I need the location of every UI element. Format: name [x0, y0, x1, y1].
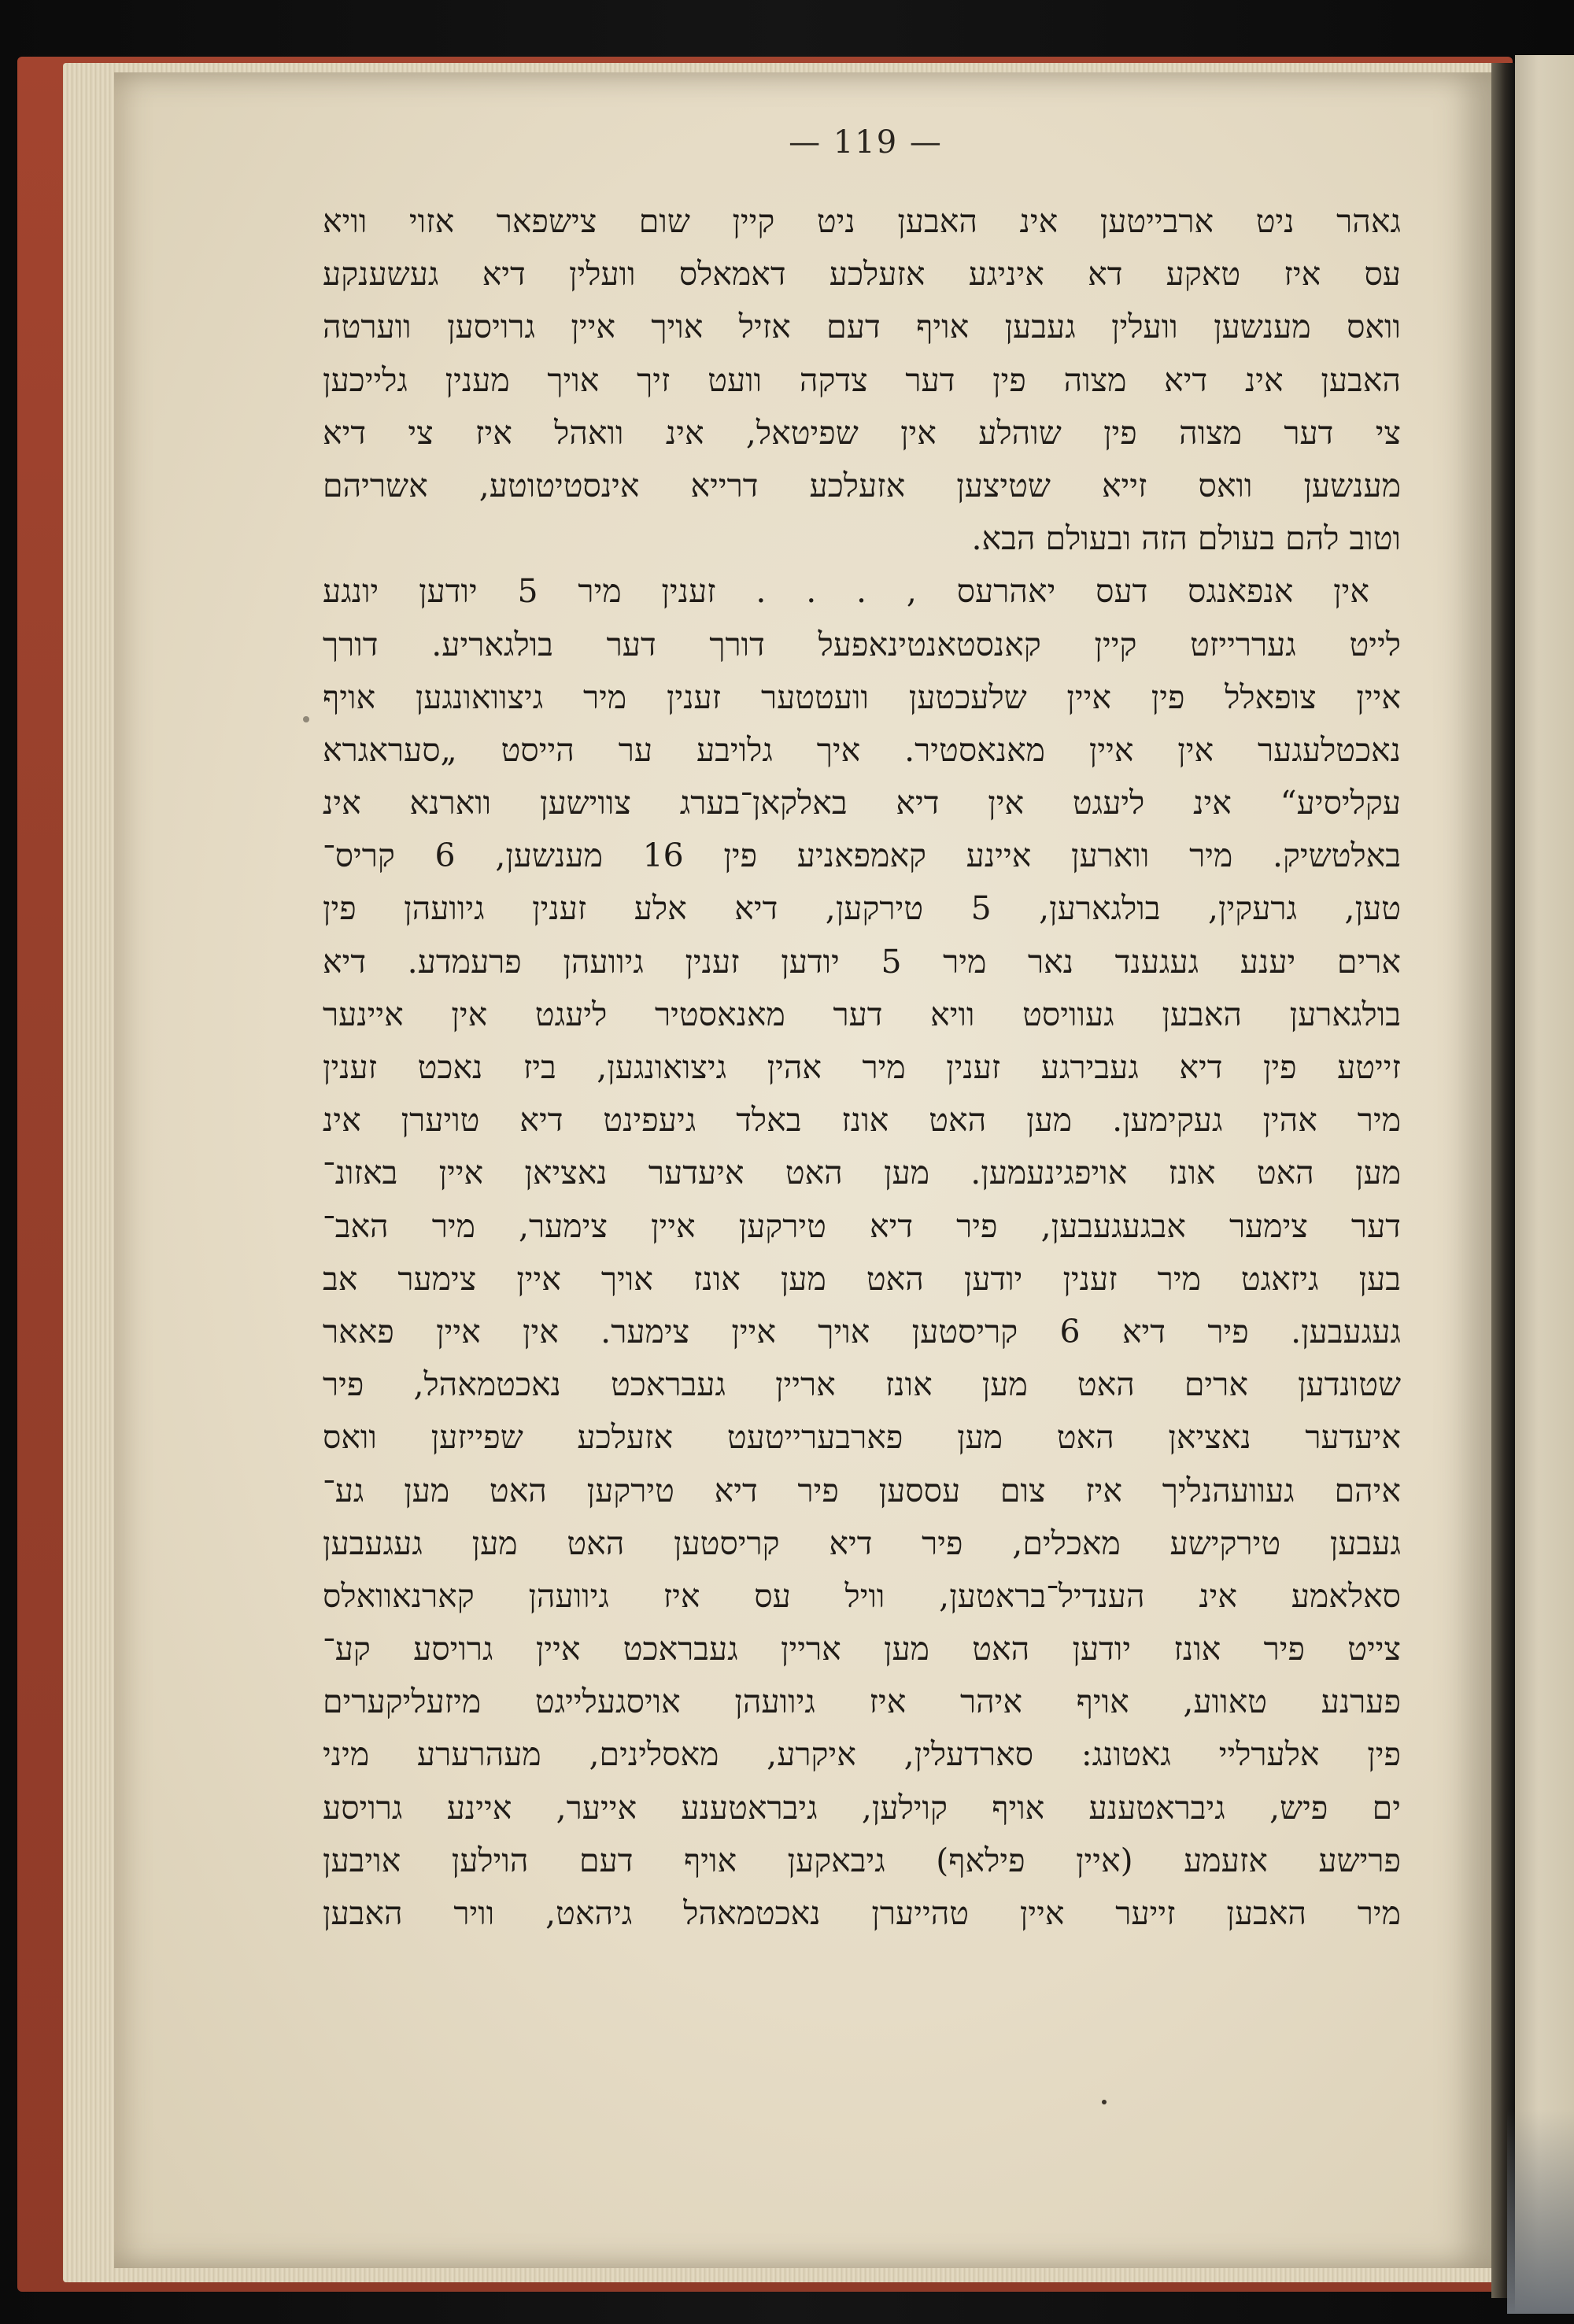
- text-line: מענשען וואס זייא שטיצען אזעלכע דרייא אינסטיטוטע, אשריהם: [323, 466, 1401, 504]
- text-line: מען האט אונז אויפגינעמען. מען האט איעדער נאציאן איין באזונ־: [323, 1154, 1401, 1192]
- text-line: איעדער נאציאן האט מען פארבערייטעט אזעלכע שפייזען וואס: [323, 1418, 1401, 1457]
- text-line: נאכטלעגער אין איין מאנאסטיר. איך גלויבע ער הייסט „סעראגרא: [323, 730, 1401, 769]
- text-line: לייט געררייזט קיין קאנסטאנטינאפעל דורך דער בולגאריע. דורך: [323, 625, 1401, 663]
- text-line: שטונדען ארים האט מען אונז אריין געבראכט נאכטמאהל, פיר: [323, 1365, 1401, 1404]
- text-line: ים פיש, גיבראטענע אויף קוילען, גיבראטענע אייער, איינע גרויסע: [323, 1788, 1401, 1827]
- text-line: געבען טירקישע מאכלים, פיר דיא קריסטען האט מען געגעבען: [323, 1524, 1401, 1562]
- text-line: צייט פיר אונז יודען האט מען אריין געבראכט איין גרויסע קע־: [323, 1630, 1401, 1668]
- text-line: פערנע טאווע, אויף איהר איז גיוועהן אויסגעלייגט מיזעליקערים: [323, 1683, 1401, 1721]
- text-line: עקליסיע“ אינ ליעגט אין דיא באלקאן־בערג צווישען ווארנא אינ: [323, 784, 1401, 822]
- facing-page-shadow: [1507, 2109, 1574, 2314]
- text-line: בולגארען האבען געוויסט וויא דער מאנאסטיר ליעגט אין איינער: [323, 995, 1401, 1033]
- text-line: אין אנפאנגס דעס יאהרעס , . . . זענין מיר 5 יודען יונגע: [323, 572, 1369, 611]
- text-line: איהם געוועהנליך איז צום עססען פיר דיא טירקען האט מען גע־: [323, 1471, 1401, 1509]
- text-line: מיר אהין געקימען. מען האט אונז באלד גיעפינט דיא טויערן אינ: [323, 1101, 1401, 1140]
- paper-speck: [1102, 2100, 1107, 2104]
- paper-speck: [303, 716, 309, 722]
- book-gutter: [1491, 63, 1515, 2298]
- text-line: דער צימער אבגעגעבען, פיר דיא טירקען איין צימער, מיר האב־: [323, 1206, 1401, 1245]
- text-line: בען גיזאגט מיר זענין יודען האט מען אונז אויך איין צימער אב: [323, 1259, 1401, 1298]
- text-line: האבען אינ דיא מצוה פין דער צדקה וועט זיך אויך מענין גלייכען: [323, 360, 1401, 399]
- text-line: פין אלערליי גאטונג: סארדעלין, איקרע, מאסלינים, מעהרערע מיני: [323, 1735, 1401, 1774]
- text-line: וטוב להם בעולם הזה ובעולם הבא.: [971, 519, 1401, 558]
- text-line: גאהר ניט ארבייטען אינ האבען ניט קיין שום צישפאר אזוי וויא: [323, 202, 1401, 240]
- text-line: פרישע אזעמע (איין פילאף) גיבאקען אויף דעם הוילען אויבען: [323, 1841, 1401, 1879]
- facing-page-edge: [1515, 55, 1574, 2314]
- text-line: סאלאמע אינ הענדיל־בראטען, וויל עס איז גיוועהן קארנאוואלס: [323, 1576, 1401, 1615]
- text-line: זייטע פין דיא געבירגע זענין מיר אהין גיצואונגען, ביז נאכט זענין: [323, 1048, 1401, 1086]
- text-line: איין צופאלל פין איין שלעכטען וועטטער זענין מיר גיצוואונגען אויף: [323, 678, 1401, 716]
- page-number: — 119 —: [789, 124, 943, 161]
- text-line: עס איז טאקע דא איניגע אזעלכע דאמאלס וועלין דיא געשענקע: [323, 255, 1401, 294]
- text-line: באלטשיק. מיר ווארען איינע קאמפאניע פין 16 מענשען, 6 קריס־: [323, 837, 1401, 875]
- text-line: ארים יענע געגענד נאר מיר 5 יודען זענין גיוועהן פרעמדע. דיא: [323, 942, 1401, 981]
- text-line: מיר האבען זייער איין טהייערן נאכטמאהל גיהאט, וויר האבען: [323, 1894, 1401, 1932]
- text-line: טען, גרעקין, בולגארען, 5 טירקען, דיא אלע זענין גיוועהן פין: [323, 889, 1401, 928]
- text-line: געגעבען. פיר דיא 6 קריסטען אויך איין צימער. אין איין פאאר: [323, 1312, 1401, 1350]
- page-text-block: [323, 195, 1401, 1940]
- text-line: צי דער מצוה פין שוהלע אין שפיטאל, אינ וואהל איז צי דיא: [323, 413, 1401, 452]
- text-line: וואס מענשען וועלין געבען אויף דעם אזיל אויך איין גרויסען ווערטה: [323, 308, 1401, 346]
